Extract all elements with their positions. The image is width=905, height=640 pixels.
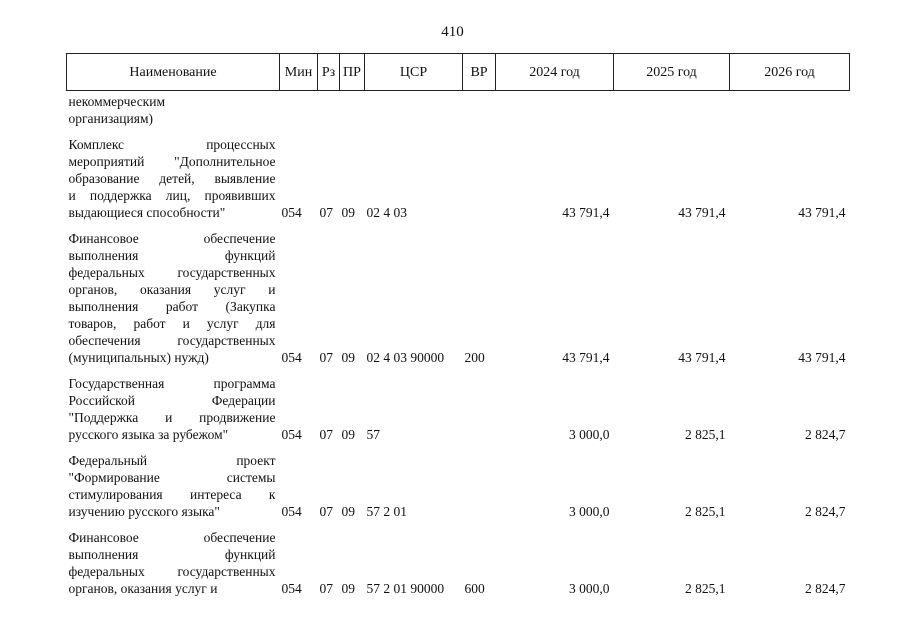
row-name-line: Федеральный проект [68, 453, 276, 468]
row-csr: 57 2 01 [366, 504, 407, 519]
row-name-line: и поддержка лиц, проявивших [68, 188, 276, 203]
row-name-line: выдающиеся способности" [68, 205, 226, 220]
row-name-line: товаров, работ и услуг для [68, 316, 276, 331]
col-header-vr: ВР [463, 54, 496, 91]
row-rz [318, 91, 340, 137]
row-name-line: Комплекс процессных [68, 137, 276, 152]
row-vr [463, 136, 496, 230]
row-name-line: федеральных государственных [68, 265, 276, 280]
col-header-name: Наименование [67, 54, 280, 91]
row-value-2025: 2 825,1 [685, 581, 726, 596]
table-row [67, 452, 850, 529]
col-header-csr: ЦСР [365, 54, 463, 91]
row-name-line: федеральных государственных [68, 564, 276, 579]
row-value-2024 [496, 91, 614, 137]
row-value-2025: 43 791,4 [678, 205, 726, 220]
header-row [67, 54, 850, 91]
row-rz: 07 [319, 350, 333, 365]
row-csr [365, 91, 463, 137]
table-row [67, 529, 850, 606]
row-rz: 07 [319, 205, 333, 220]
row-csr: 57 2 01 90000 [366, 581, 445, 596]
row-value-2025 [614, 91, 730, 137]
row-name-line: "Формирование системы [68, 470, 276, 485]
row-min: 054 [281, 504, 302, 519]
row-name-line: Государственная программа [68, 376, 276, 391]
row-name-line: Финансовое обеспечение [68, 231, 276, 246]
row-csr: 02 4 03 90000 [366, 350, 445, 365]
row-rz: 07 [319, 504, 333, 519]
col-header-2024: 2024 год [496, 54, 614, 91]
page-number: 410 [441, 24, 464, 40]
row-name [67, 230, 280, 375]
row-min [280, 91, 318, 137]
row-min: 054 [281, 205, 302, 220]
table-row [67, 136, 850, 230]
row-value-2026: 43 791,4 [798, 205, 846, 220]
row-name-line: стимулирования интереса к [68, 487, 276, 502]
col-header-2026: 2026 год [730, 54, 850, 91]
row-name-line: Российской Федерации [68, 393, 276, 408]
row-pr: 09 [341, 581, 355, 596]
row-min: 054 [281, 350, 302, 365]
row-value-2026: 2 824,7 [805, 581, 846, 596]
row-name-line: органов, оказания услуг и [68, 581, 218, 596]
row-value-2026 [730, 91, 850, 137]
row-value-2025: 2 825,1 [685, 427, 726, 442]
row-name-line: выполнения функций [68, 248, 276, 263]
row-name-line: органов, оказания услуг и [68, 282, 276, 297]
row-min: 054 [281, 427, 302, 442]
row-value-2024: 43 791,4 [562, 205, 610, 220]
table-row [67, 230, 850, 375]
row-name-line: некоммерческим [68, 94, 166, 109]
row-name-line: русского языка за рубежом" [68, 427, 229, 442]
table-body [67, 91, 850, 607]
row-pr: 09 [341, 427, 355, 442]
row-vr: 200 [464, 350, 485, 365]
row-value-2024: 3 000,0 [569, 427, 610, 442]
row-value-2024: 3 000,0 [569, 581, 610, 596]
col-header-min: Мин [280, 54, 318, 91]
row-name-line: выполнения работ (Закупка [68, 299, 276, 314]
row-name [67, 452, 280, 529]
row-name [67, 375, 280, 452]
row-value-2026: 2 824,7 [805, 427, 846, 442]
row-value-2025: 43 791,4 [678, 350, 726, 365]
row-vr [463, 91, 496, 137]
table-row [67, 375, 850, 452]
row-value-2026: 2 824,7 [805, 504, 846, 519]
row-name-line: мероприятий "Дополнительное [68, 154, 276, 169]
row-name-line: (муниципальных) нужд) [68, 350, 209, 365]
row-value-2024: 43 791,4 [562, 350, 610, 365]
row-value-2026: 43 791,4 [798, 350, 846, 365]
row-csr: 02 4 03 [366, 205, 407, 220]
row-vr [463, 375, 496, 452]
row-name-line: организациям) [68, 111, 154, 126]
row-name-line: образование детей, выявление [68, 171, 276, 186]
row-pr: 09 [341, 504, 355, 519]
table-header [67, 54, 850, 91]
row-csr: 57 [366, 427, 380, 442]
row-pr: 09 [341, 350, 355, 365]
row-pr: 09 [341, 205, 355, 220]
row-name [67, 136, 280, 230]
table-row [67, 91, 850, 137]
row-name-line: изучению русского языка" [68, 504, 220, 519]
row-vr [463, 452, 496, 529]
row-name-line: обеспечения государственных [68, 333, 276, 348]
col-header-2025: 2025 год [614, 54, 730, 91]
row-rz: 07 [319, 427, 333, 442]
row-vr: 600 [464, 581, 485, 596]
row-rz: 07 [319, 581, 333, 596]
col-header-pr: ПР [340, 54, 365, 91]
row-name-line: выполнения функций [68, 547, 276, 562]
row-value-2024: 3 000,0 [569, 504, 610, 519]
row-value-2025: 2 825,1 [685, 504, 726, 519]
budget-table [66, 53, 850, 606]
row-name-line: "Поддержка и продвижение [68, 410, 276, 425]
row-name-line: Финансовое обеспечение [68, 530, 276, 545]
row-name [67, 91, 280, 137]
row-min: 054 [281, 581, 302, 596]
row-name [67, 529, 280, 606]
row-pr [340, 91, 365, 137]
col-header-rz: Рз [318, 54, 340, 91]
